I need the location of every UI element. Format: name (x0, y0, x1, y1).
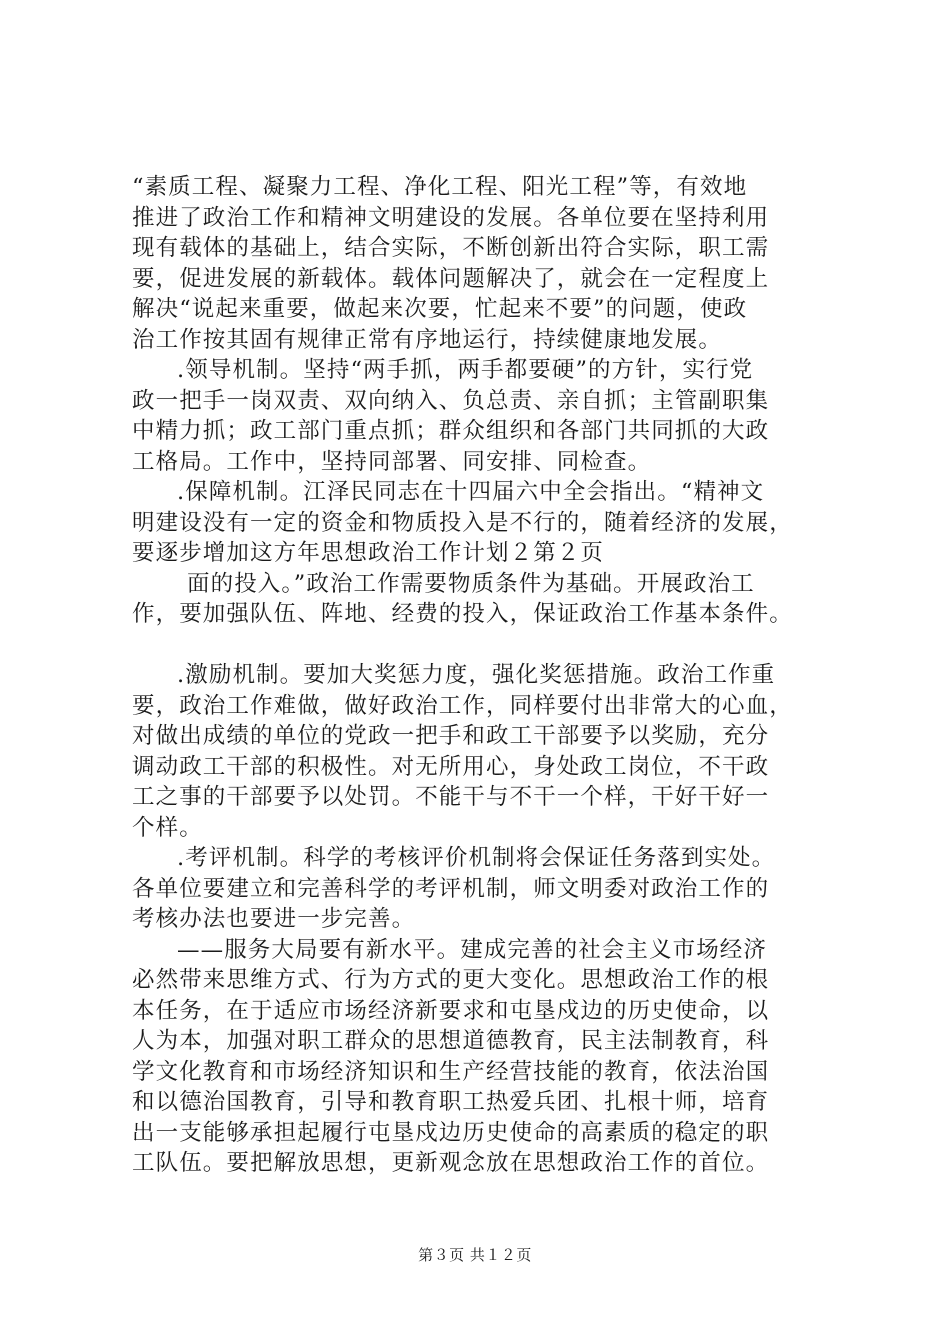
text-line: .领导机制。坚持“两手抓，两手都要硬”的方针，实行党 (177, 357, 754, 383)
page-footer (0, 1244, 950, 1265)
text-line: 明建设没有一定的资金和物质投入是不行的，随着经济的发展， (132, 509, 793, 536)
text-line: .保障机制。江泽民同志在十四届六中全会指出。“精神文 (177, 479, 765, 505)
text-line: 中精力抓；政工部门重点抓；群众组织和各部门共同抓的大政 (132, 418, 770, 444)
text-line: 考核办法也要进一步完善。 (132, 906, 416, 932)
text-line: 各单位要建立和完善科学的考评机制，师文明委对政治工作的 (132, 875, 770, 902)
text-line: ——服务大局要有新水平。建成完善的社会主义市场经济 (177, 936, 768, 963)
text-line: 现有载体的基础上，结合实际，不断创新出符合实际，职工需 (132, 235, 770, 261)
text-line: 和以德治国教育，引导和教育职工热爱兵团、扎根十师，培育 (132, 1089, 770, 1115)
text-line: 对做出成绩的单位的党政一把手和政工干部要予以奖励，充分 (132, 723, 770, 749)
page-number-label: 第３页 共１２页 (418, 1246, 532, 1264)
text-line: 面的投入。”政治工作需要物质条件为基础。开展政治工 (187, 570, 755, 597)
text-line: 要逐步增加这方年思想政治工作计划２第２页 (132, 540, 605, 566)
text-line: 工之事的干部要予以处罚。不能干与不干一个样，干好干好一 (132, 784, 770, 810)
text-line: 作，要加强队伍、阵地、经费的投入，保证政治工作基本条件。 (132, 601, 793, 627)
text-line: 要，促进发展的新载体。载体问题解决了，就会在一定程度上 (132, 265, 770, 292)
text-line: 本任务，在于适应市场经济新要求和屯垦戍边的历史使命，以 (132, 997, 770, 1024)
text-line: “素质工程、凝聚力工程、净化工程、阳光工程”等，有效地 (132, 174, 748, 200)
text-line: 个样。 (132, 814, 203, 841)
text-line: 工队伍。要把解放思想，更新观念放在思想政治工作的首位。 (132, 1150, 770, 1176)
text-line: 政一把手一岗双责、双向纳入、负总责、亲自抓；主管副职集 (132, 387, 770, 414)
text-line: .考评机制。科学的考核评价机制将会保证任务落到实处。 (177, 845, 776, 871)
document-body (132, 172, 832, 1179)
text-line: 人为本，加强对职工群众的思想道德教育，民主法制教育，科 (132, 1028, 770, 1054)
text-line: 出一支能够承担起履行屯垦戍边历史使命的高素质的稳定的职 (132, 1119, 770, 1146)
blank-line (132, 630, 832, 661)
text-line: 推进了政治工作和精神文明建设的发展。各单位要在坚持利用 (132, 204, 770, 231)
text-line: 调动政工干部的积极性。对无所用心，身处政工岗位，不干政 (132, 753, 770, 780)
text-line: 学文化教育和市场经济知识和生产经营技能的教育，依法治国 (132, 1058, 770, 1085)
text-line: 解决“说起来重要，做起来次要，忙起来不要”的问题，使政 (132, 296, 748, 322)
text-line: .激励机制。要加大奖惩力度，强化奖惩措施。政治工作重 (177, 662, 776, 688)
text-line: 必然带来思维方式、行为方式的更大变化。思想政治工作的根 (132, 967, 770, 993)
text-line: 治工作按其固有规律正常有序地运行，持续健康地发展。 (132, 326, 723, 353)
text-line: 工格局。工作中，坚持同部署、同安排、同检查。 (132, 448, 652, 475)
text-line: 要，政治工作难做，做好政治工作，同样要付出非常大的心血， (132, 692, 793, 719)
